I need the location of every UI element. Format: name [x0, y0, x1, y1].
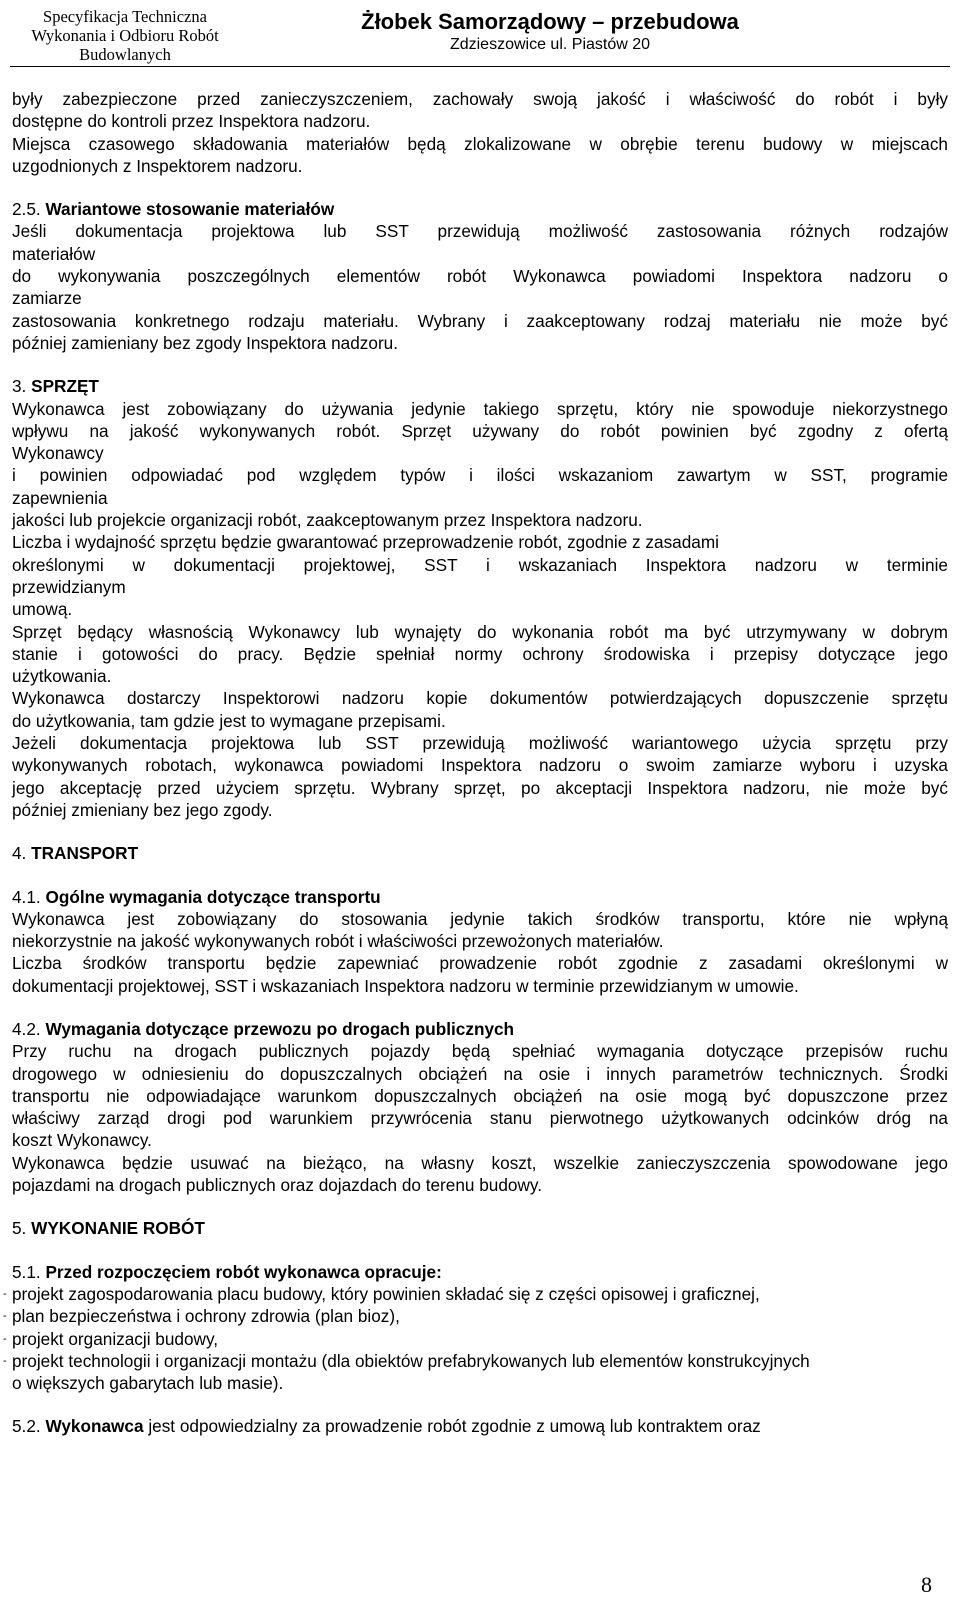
header-rule [10, 66, 950, 67]
text-line: Wykonawca dostarczy Inspektorowi nadzoru kopie dokumentów potwierdzających dopuszczenie sprzętu [12, 688, 948, 709]
section-heading-5-2 [12, 1415, 948, 1437]
list-item [3, 1328, 948, 1350]
text-line: Jeśli dokumentacja projektowa lub SST przewidują możliwość zastosowania różnych rodzajów [12, 221, 948, 242]
text-line: Wykonawca będzie usuwać na bieżąco, na własny koszt, wszelkie zanieczyszczenia spowodowane jego [12, 1152, 948, 1173]
section-number: 5.1. [12, 1261, 41, 1282]
section-title: Ogólne wymagania dotyczące transportu [45, 886, 381, 907]
bullet-mark: - [3, 1332, 7, 1345]
text-line: były zabezpieczone przed zanieczyszczeniem, zachowały swoją jakość i właściwość do robót i były [12, 89, 948, 109]
text-line: właściwy zarząd drogi pod warunkiem przywrócenia stanu pierwotnego użytkowanych odcinków dróg na [12, 1108, 948, 1129]
text-line: Przy ruchu na drogach publicznych pojazdy będą spełniać wymagania dotyczące przepisów ruchu [12, 1041, 948, 1062]
text-line: Wykonawcy [12, 443, 104, 464]
section-title: SPRZĘT [31, 376, 99, 397]
text-line: uzgodnionych z Inspektorem nadzoru. [12, 155, 303, 176]
section-number: 3. [12, 376, 27, 397]
section-number: 4.2. [12, 1018, 41, 1039]
text-line: transportu nie odpowiadające warunkom dopuszczalnych obciążeń na osie mogą być dopuszczone przez [12, 1085, 948, 1106]
text-line: Sprzęt będący własnością Wykonawcy lub wynajęty do wykonania robót ma być utrzymywany w dobrym [12, 621, 948, 642]
section-number: 5.2. [12, 1416, 41, 1437]
project-address: Zdzieszowice ul. Piastów 20 [449, 36, 651, 53]
list-item-text: projekt zagospodarowania placu budowy, który powinien składać się z części opisowej i graficznej, [12, 1283, 760, 1304]
text-line: do użytkowania, tam gdzie jest to wymagane przepisami. [12, 710, 446, 731]
text-line: stanie i gotowości do pracy. Będzie spełniał normy ochrony środowiska i przepisy dotyczące jego [12, 643, 948, 664]
list-item [3, 1305, 948, 1327]
section-title: Przed rozpoczęciem robót wykonawca opracuje: [45, 1261, 442, 1282]
text-line: później zmieniany bez jego zgody. [12, 799, 273, 820]
text-line: zapewnienia [12, 487, 108, 508]
page-header [0, 0, 960, 64]
project-title: Żłobek Samorządowy – przebudowa [361, 9, 739, 34]
section-bold-lead: Wykonawca [45, 1416, 144, 1437]
section-title: Wariantowe stosowanie materiałów [45, 199, 335, 220]
text-line: Wykonawca jest zobowiązany do używania jedynie takiego sprzętu, który nie spowoduje niekorzystnego [12, 398, 948, 419]
text-line: użytkowania. [12, 666, 112, 687]
section-heading-4 [12, 842, 948, 864]
text-line: później zamieniany bez zgody Inspektora nadzoru. [12, 332, 398, 353]
header-left-line: Wykonania i Odbioru Robót [31, 26, 219, 45]
bullet-mark: - [3, 1354, 7, 1367]
text-line: określonymi w dokumentacji projektowej, SST i wskazaniach Inspektora nadzoru w terminie [12, 554, 948, 575]
section-text: jest odpowiedzialny za prowadzenie robót zgodnie z umową lub kontraktem oraz [148, 1416, 761, 1437]
header-left-line: Specyfikacja Techniczna [43, 7, 207, 26]
text-line: koszt Wykonawcy. [12, 1130, 152, 1151]
text-line: przewidzianym [12, 576, 126, 597]
section-heading-2-5 [12, 198, 948, 220]
text-line: do wykonywania poszczególnych elementów robót Wykonawca powiadomi Inspektora nadzoru o [12, 266, 948, 287]
list-item-text: projekt technologii i organizacji montażu (dla obiektów prefabrykowanych lub elementów konstrukcyjnych [12, 1350, 810, 1371]
section-number: 5. [12, 1218, 27, 1239]
section-heading-3 [12, 375, 948, 397]
text-line: Jeżeli dokumentacja projektowa lub SST przewidują możliwość wariantowego użycia sprzętu przy [12, 733, 948, 754]
text-line: zamiarze [12, 288, 82, 309]
section-number: 4. [12, 843, 27, 864]
list-item [3, 1283, 948, 1305]
section-number: 2.5. [12, 199, 41, 220]
text-line: Miejsca czasowego składowania materiałów będą zlokalizowane w obrębie terenu budowy w miejscach [12, 133, 948, 154]
header-project [310, 9, 790, 54]
page-number: 8 [921, 1572, 932, 1597]
text-line: dostępne do kontroli przez Inspektora nadzoru. [12, 111, 371, 132]
bullet-mark: - [3, 1310, 7, 1323]
section-number: 4.1. [12, 886, 41, 907]
text-line: jego akceptację przed użyciem sprzętu. Wybrany sprzęt, po akceptacji Inspektora nadzoru, nie może być [12, 777, 948, 798]
section-title: Wymagania dotyczące przewozu po drogach publicznych [45, 1018, 515, 1039]
text-line: wpływu na jakość wykonywanych robót. Sprzęt używany do robót powinien być zgodny z ofertą [12, 420, 948, 441]
text-line: pojazdami na drogach publicznych oraz dojazdach do terenu budowy. [12, 1175, 542, 1196]
list-item-text: projekt organizacji budowy, [12, 1328, 219, 1349]
text-line: Liczba środków transportu będzie zapewniać prowadzenie robót zgodnie z zasadami określonymi w [12, 953, 948, 974]
section-title: TRANSPORT [31, 843, 139, 864]
text-line: i powinien odpowiadać pod względem typów i ilości wskazaniom zawartym w SST, programie [12, 465, 948, 486]
list-item-text: plan bezpieczeństwa i ochrony zdrowia (plan bioz), [12, 1306, 400, 1327]
text-line: Liczba i wydajność sprzętu będzie gwarantować przeprowadzenie robót, zgodnie z zasadami [12, 532, 719, 553]
header-left-line: Budowlanych [79, 45, 171, 64]
header-spec-title [10, 7, 240, 64]
text-line: materiałów [12, 243, 96, 264]
text-line: wykonywanych robotach, wykonawca powiadomi Inspektora nadzoru o swoim zamiarze wyboru i uzyska [12, 755, 948, 776]
text-line: drogowego w odniesieniu do dopuszczalnych obciążeń na osie i innych parametrów technicznych. Środki [12, 1063, 948, 1084]
text-line: jakości lub projekcie organizacji robót, zaakceptowanym przez Inspektora nadzoru. [12, 510, 643, 531]
text-line: umową. [12, 599, 73, 620]
list-item [3, 1350, 948, 1372]
bullet-mark: - [3, 1287, 7, 1300]
section-heading-5 [12, 1217, 948, 1239]
text-line: Wykonawca jest zobowiązany do stosowania jedynie takich środków transportu, które nie wpłyną [12, 908, 948, 929]
document-body [3, 88, 948, 1438]
section-heading-5-1 [12, 1261, 948, 1283]
text-line: niekorzystnie na jakość wykonywanych robót i właściwości przewożonych materiałów. [12, 931, 664, 952]
section-title: WYKONANIE ROBÓT [31, 1218, 205, 1239]
text-line: dokumentacji projektowej, SST i wskazaniach Inspektora nadzoru w terminie przewidzianym w umowie. [12, 975, 799, 996]
section-heading-4-2 [12, 1018, 948, 1040]
text-line: o większych gabarytach lub masie). [12, 1373, 284, 1394]
section-heading-4-1 [12, 886, 948, 908]
text-line: zastosowania konkretnego rodzaju materiału. Wybrany i zaakceptowany rodzaj materiału nie może być [12, 310, 948, 331]
